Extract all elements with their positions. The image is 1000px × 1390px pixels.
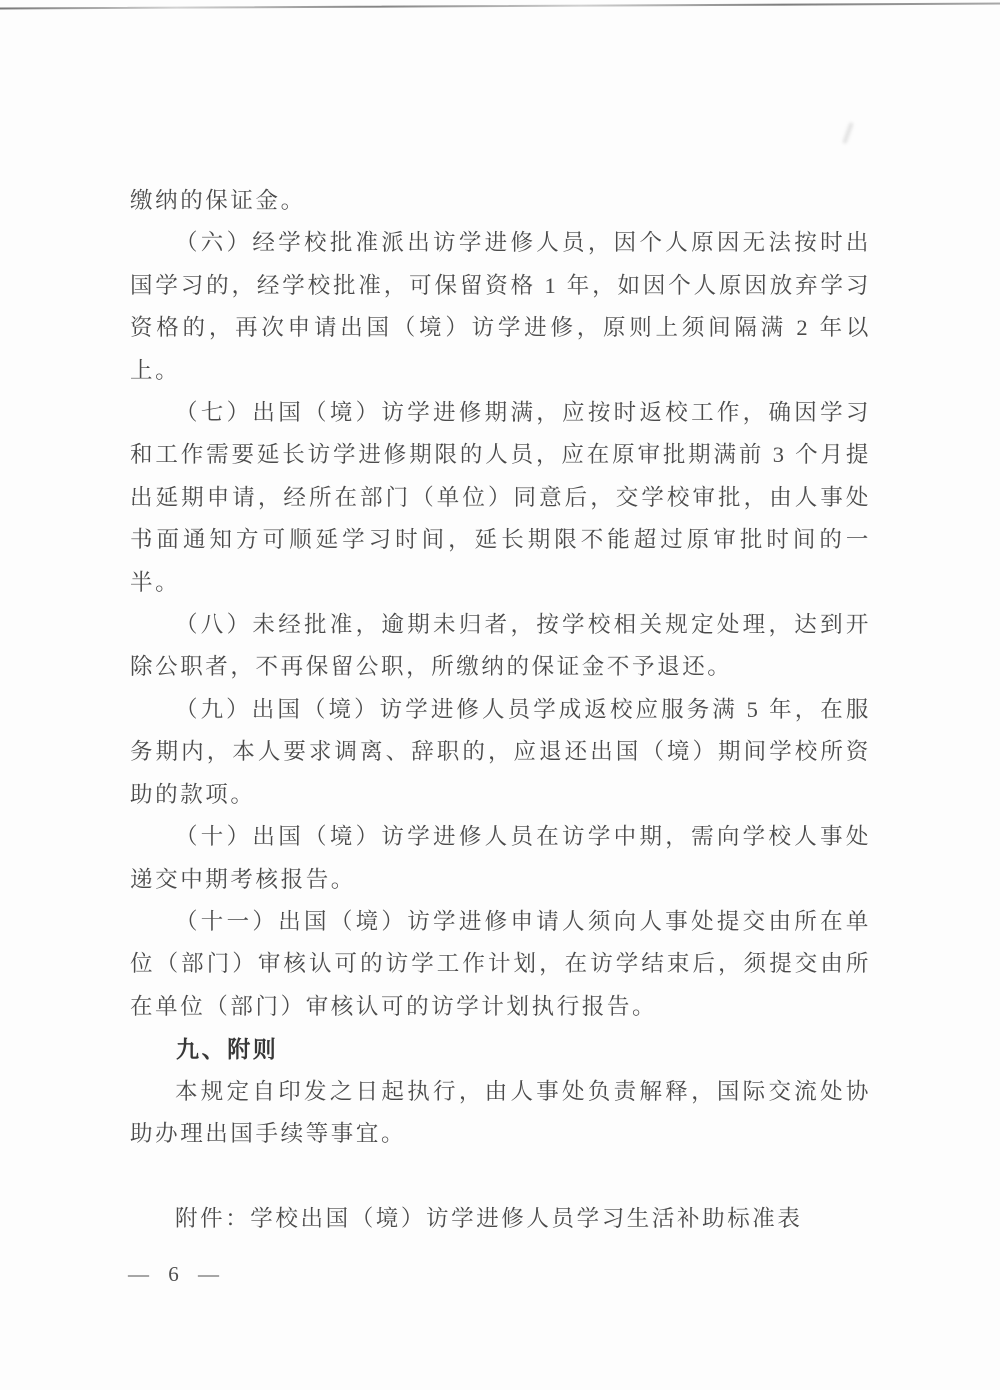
document-body: [130, 180, 871, 1240]
document-paragraph-7: （七）出国（境）访学进修期满，应按时返校工作，确因学习和工作需要延长访学进修期限的人员，应在原审批期满前 3 个月提出延期申请，经所在部门（单位）同意后，交学校审批，由人事处书面通知方可顺延学习时间，延长期限不能超过原审批时间的一半。: [130, 400, 871, 595]
closing-paragraph: 本规定自印发之日起执行，由人事处负责解释，国际交流处协助办理出国手续等事宜。: [130, 1078, 871, 1146]
page-number: — 6 —: [128, 1262, 226, 1286]
document-paragraph-9: （九）出国（境）访学进修人员学成返校应服务满 5 年，在服务期内，本人要求调离、辞职的，应退还出国（境）期间学校所资助的款项。: [130, 696, 871, 807]
document-paragraph-10: （十）出国（境）访学进修人员在访学中期，需向学校人事处递交中期考核报告。: [130, 824, 871, 892]
document-paragraph-6: （六）经学校批准派出访学进修人员，因个人原因无法按时出国学习的，经学校批准，可保留资格 1 年，如因个人原因放弃学习资格的，再次申请出国（境）访学进修，原则上须间隔满 2 年以上。: [130, 230, 871, 383]
attachment-line: 附件：学校出国（境）访学进修人员学习生活补助标准表: [175, 1205, 803, 1231]
scan-paper-edge-artifact: [0, 3, 1000, 10]
document-paragraph-11: （十一）出国（境）访学进修申请人须向人事处提交由所在单位（部门）审核认可的访学工作计划，在访学结束后，须提交由所在单位（部门）审核认可的访学计划执行报告。: [130, 908, 871, 1019]
document-paragraph-8: （八）未经批准，逾期未归者，按学校相关规定处理，达到开除公职者，不再保留公职，所缴纳的保证金不予退还。: [130, 612, 871, 680]
continuation-text: 缴纳的保证金。: [130, 188, 306, 213]
scan-smudge-artifact: [842, 122, 853, 144]
section-heading-appendix: 九、附则: [176, 1036, 279, 1063]
